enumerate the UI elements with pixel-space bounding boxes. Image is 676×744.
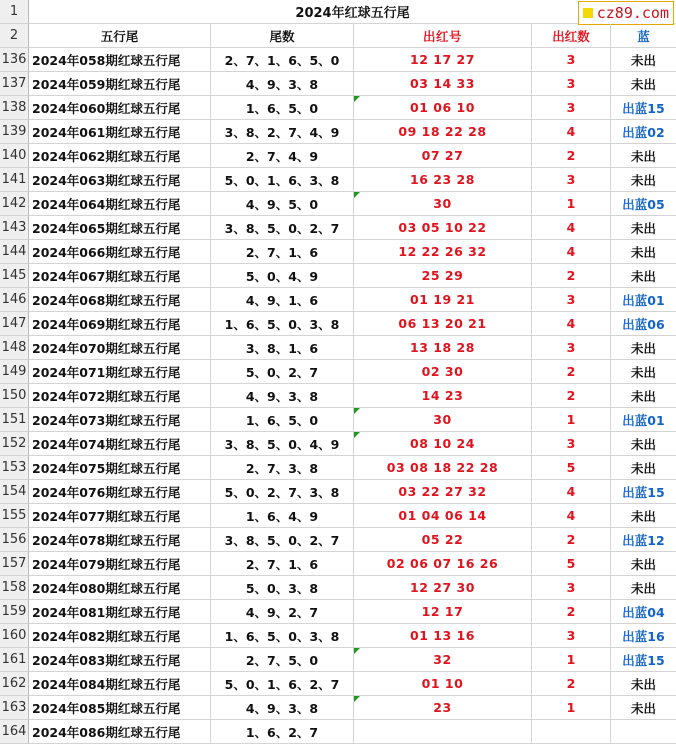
row-header[interactable]: 155 [0,504,29,528]
blue-status-cell[interactable] [611,720,676,744]
blue-status-cell[interactable]: 出蓝04 [611,600,676,624]
red-numbers-cell[interactable]: 12 17 27 [354,48,532,72]
row-header[interactable]: 142 [0,192,29,216]
issue-cell[interactable]: 2024年085期红球五行尾 [29,696,211,720]
red-count-cell[interactable]: 2 [532,384,611,408]
table-row [0,240,676,264]
table-row [0,336,676,360]
red-count-cell[interactable]: 4 [532,504,611,528]
issue-cell[interactable]: 2024年069期红球五行尾 [29,312,211,336]
tails-cell[interactable]: 2、7、1、6 [211,240,354,264]
table-row [0,672,676,696]
table-row [0,432,676,456]
red-count-cell[interactable]: 1 [532,648,611,672]
comment-flag-icon [354,408,360,414]
tails-cell[interactable]: 5、0、2、7 [211,360,354,384]
logo-square-icon [583,8,593,18]
table-row [0,552,676,576]
red-count-cell[interactable]: 3 [532,72,611,96]
row-header[interactable]: 136 [0,48,29,72]
issue-cell[interactable]: 2024年086期红球五行尾 [29,720,211,744]
blue-status-cell[interactable]: 未出 [611,552,676,576]
red-numbers-cell[interactable]: 12 27 30 [354,576,532,600]
red-count-cell[interactable]: 4 [532,240,611,264]
row-header[interactable]: 146 [0,288,29,312]
tails-cell[interactable]: 3、8、5、0、4、9 [211,432,354,456]
red-count-cell[interactable]: 4 [532,216,611,240]
row-header[interactable]: 150 [0,384,29,408]
site-logo [578,1,674,25]
blue-status-cell[interactable]: 出蓝01 [611,288,676,312]
row-header[interactable]: 151 [0,408,29,432]
red-numbers-text: 08 10 24 [410,436,475,451]
tails-cell[interactable]: 1、6、5、0 [211,408,354,432]
blue-status-cell[interactable]: 出蓝05 [611,192,676,216]
red-numbers-cell[interactable]: 01 10 [354,672,532,696]
issue-cell[interactable]: 2024年079期红球五行尾 [29,552,211,576]
red-count-cell[interactable]: 2 [532,528,611,552]
blue-status-cell[interactable]: 出蓝15 [611,96,676,120]
red-count-cell[interactable]: 4 [532,480,611,504]
row-header[interactable]: 139 [0,120,29,144]
tails-cell[interactable]: 5、0、1、6、2、7 [211,672,354,696]
table-row [0,72,676,96]
red-numbers-cell[interactable]: 03 05 10 22 [354,216,532,240]
row-header[interactable]: 141 [0,168,29,192]
blue-status-cell[interactable]: 未出 [611,432,676,456]
issue-cell[interactable]: 2024年074期红球五行尾 [29,432,211,456]
title-row [0,0,676,24]
header-row [0,24,676,48]
issue-cell[interactable]: 2024年068期红球五行尾 [29,288,211,312]
issue-cell[interactable]: 2024年078期红球五行尾 [29,528,211,552]
red-numbers-cell[interactable]: 03 22 27 32 [354,480,532,504]
tails-cell[interactable]: 4、9、5、0 [211,192,354,216]
red-count-cell[interactable]: 2 [532,360,611,384]
issue-cell[interactable]: 2024年062期红球五行尾 [29,144,211,168]
red-numbers-cell[interactable] [354,192,532,216]
red-count-cell[interactable]: 2 [532,672,611,696]
red-count-cell[interactable]: 2 [532,600,611,624]
table-row [0,288,676,312]
blue-status-cell[interactable]: 未出 [611,696,676,720]
tails-cell[interactable]: 3、8、2、7、4、9 [211,120,354,144]
red-count-cell[interactable]: 3 [532,168,611,192]
table-row [0,600,676,624]
blue-status-cell[interactable]: 未出 [611,384,676,408]
row-header[interactable]: 137 [0,72,29,96]
issue-cell[interactable]: 2024年066期红球五行尾 [29,240,211,264]
tails-cell[interactable]: 4、9、3、8 [211,384,354,408]
tails-cell[interactable]: 2、7、1、6 [211,552,354,576]
issue-cell[interactable]: 2024年083期红球五行尾 [29,648,211,672]
row-header[interactable]: 143 [0,216,29,240]
blue-status-cell[interactable]: 未出 [611,360,676,384]
row-header[interactable]: 162 [0,672,29,696]
red-count-cell[interactable]: 3 [532,624,611,648]
red-count-cell[interactable]: 1 [532,696,611,720]
red-numbers-cell[interactable] [354,696,532,720]
column-header-tails[interactable]: 尾数 [211,24,354,48]
row-header[interactable]: 144 [0,240,29,264]
row-header[interactable]: 147 [0,312,29,336]
tails-cell[interactable]: 1、6、5、0 [211,96,354,120]
row-header[interactable]: 160 [0,624,29,648]
table-row [0,96,676,120]
table-row [0,144,676,168]
blue-status-cell[interactable]: 出蓝06 [611,312,676,336]
issue-cell[interactable]: 2024年072期红球五行尾 [29,384,211,408]
row-header[interactable]: 154 [0,480,29,504]
table-row [0,528,676,552]
red-numbers-cell[interactable]: 13 18 28 [354,336,532,360]
red-numbers-cell[interactable] [354,96,532,120]
blue-status-cell[interactable]: 出蓝02 [611,120,676,144]
red-count-cell[interactable]: 3 [532,432,611,456]
tails-cell[interactable]: 3、8、5、0、2、7 [211,216,354,240]
comment-flag-icon [354,96,360,102]
issue-cell[interactable]: 2024年081期红球五行尾 [29,600,211,624]
red-numbers-cell[interactable]: 01 19 21 [354,288,532,312]
table-row [0,624,676,648]
issue-cell[interactable]: 2024年075期红球五行尾 [29,456,211,480]
table-row [0,384,676,408]
red-numbers-cell[interactable]: 02 30 [354,360,532,384]
column-header-red[interactable]: 出红号 [354,24,532,48]
tails-cell[interactable]: 4、9、3、8 [211,72,354,96]
table-row [0,168,676,192]
blue-status-cell[interactable]: 出蓝12 [611,528,676,552]
blue-status-cell[interactable]: 未出 [611,48,676,72]
red-numbers-cell[interactable] [354,648,532,672]
blue-status-cell[interactable]: 未出 [611,504,676,528]
red-count-cell[interactable]: 3 [532,576,611,600]
tails-cell[interactable]: 1、6、2、7 [211,720,354,744]
red-numbers-cell[interactable]: 12 22 26 32 [354,240,532,264]
blue-status-cell[interactable]: 出蓝01 [611,408,676,432]
red-numbers-cell[interactable]: 05 22 [354,528,532,552]
issue-cell[interactable]: 2024年070期红球五行尾 [29,336,211,360]
issue-cell[interactable]: 2024年064期红球五行尾 [29,192,211,216]
table-row [0,480,676,504]
tails-cell[interactable]: 5、0、1、6、3、8 [211,168,354,192]
tails-cell[interactable]: 5、0、2、7、3、8 [211,480,354,504]
red-count-cell[interactable]: 3 [532,288,611,312]
tails-cell[interactable]: 2、7、3、8 [211,456,354,480]
issue-cell[interactable]: 2024年076期红球五行尾 [29,480,211,504]
row-header[interactable]: 159 [0,600,29,624]
table-row [0,408,676,432]
blue-status-cell[interactable]: 未出 [611,336,676,360]
row-header[interactable]: 140 [0,144,29,168]
blue-status-cell[interactable]: 未出 [611,144,676,168]
table-row [0,696,676,720]
blue-status-cell[interactable]: 出蓝16 [611,624,676,648]
tails-cell[interactable]: 5、0、4、9 [211,264,354,288]
comment-flag-icon [354,432,360,438]
red-count-cell[interactable]: 2 [532,264,611,288]
row-header[interactable]: 153 [0,456,29,480]
red-numbers-text: 32 [433,652,452,667]
red-numbers-text: 30 [433,196,452,211]
blue-status-cell[interactable]: 出蓝15 [611,480,676,504]
tails-cell[interactable]: 4、9、3、8 [211,696,354,720]
red-numbers-text: 23 [433,700,452,715]
blue-status-cell[interactable]: 未出 [611,240,676,264]
issue-cell[interactable]: 2024年073期红球五行尾 [29,408,211,432]
red-numbers-cell[interactable]: 12 17 [354,600,532,624]
tails-cell[interactable]: 2、7、4、9 [211,144,354,168]
blue-status-cell[interactable]: 未出 [611,216,676,240]
blue-status-cell[interactable]: 未出 [611,576,676,600]
tails-cell[interactable]: 4、9、1、6 [211,288,354,312]
issue-cell[interactable]: 2024年065期红球五行尾 [29,216,211,240]
logo-text: cz89.com [596,4,669,22]
row-header[interactable]: 145 [0,264,29,288]
table-row [0,360,676,384]
issue-cell[interactable]: 2024年084期红球五行尾 [29,672,211,696]
red-count-cell[interactable] [532,720,611,744]
row-header[interactable]: 164 [0,720,29,744]
row-header[interactable]: 148 [0,336,29,360]
table-row [0,120,676,144]
red-numbers-cell[interactable]: 09 18 22 28 [354,120,532,144]
blue-status-cell[interactable]: 未出 [611,72,676,96]
red-numbers-cell[interactable]: 03 14 33 [354,72,532,96]
row-header[interactable]: 2 [0,24,29,48]
red-numbers-cell[interactable] [354,408,532,432]
row-header[interactable]: 158 [0,576,29,600]
table-row [0,504,676,528]
red-numbers-cell[interactable] [354,720,532,744]
red-count-cell[interactable]: 3 [532,48,611,72]
red-numbers-cell[interactable]: 16 23 28 [354,168,532,192]
table-row [0,312,676,336]
issue-cell[interactable]: 2024年067期红球五行尾 [29,264,211,288]
issue-cell[interactable]: 2024年058期红球五行尾 [29,48,211,72]
table-row [0,456,676,480]
row-header[interactable]: 156 [0,528,29,552]
tails-cell[interactable]: 1、6、5、0、3、8 [211,624,354,648]
table-row [0,648,676,672]
red-numbers-text: 30 [433,412,452,427]
column-header-blue[interactable]: 蓝 [611,24,676,48]
tails-cell[interactable]: 2、7、1、6、5、0 [211,48,354,72]
comment-flag-icon [354,648,360,654]
issue-cell[interactable]: 2024年071期红球五行尾 [29,360,211,384]
table-row [0,192,676,216]
tails-cell[interactable]: 1、6、4、9 [211,504,354,528]
table-row [0,720,676,744]
red-count-cell[interactable]: 2 [532,144,611,168]
column-header-issue[interactable]: 五行尾 [29,24,211,48]
blue-status-cell[interactable]: 出蓝15 [611,648,676,672]
row-header[interactable]: 138 [0,96,29,120]
row-header[interactable]: 163 [0,696,29,720]
issue-cell[interactable]: 2024年061期红球五行尾 [29,120,211,144]
row-header[interactable]: 161 [0,648,29,672]
issue-cell[interactable]: 2024年059期红球五行尾 [29,72,211,96]
sheet-title[interactable]: 2024年红球五行尾 [29,0,676,24]
table-row [0,216,676,240]
table-row [0,264,676,288]
red-numbers-cell[interactable]: 01 13 16 [354,624,532,648]
red-numbers-text: 01 06 10 [410,100,475,115]
red-numbers-cell[interactable]: 03 08 18 22 28 [354,456,532,480]
red-numbers-cell[interactable]: 02 06 07 16 26 [354,552,532,576]
row-header[interactable]: 157 [0,552,29,576]
comment-flag-icon [354,696,360,702]
issue-cell[interactable]: 2024年060期红球五行尾 [29,96,211,120]
blue-status-cell[interactable]: 未出 [611,456,676,480]
row-header[interactable]: 152 [0,432,29,456]
red-numbers-cell[interactable]: 07 27 [354,144,532,168]
table-row [0,576,676,600]
red-numbers-cell[interactable]: 14 23 [354,384,532,408]
red-count-cell[interactable]: 5 [532,552,611,576]
issue-cell[interactable]: 2024年080期红球五行尾 [29,576,211,600]
tails-cell[interactable]: 1、6、5、0、3、8 [211,312,354,336]
blue-status-cell[interactable]: 未出 [611,264,676,288]
issue-cell[interactable]: 2024年082期红球五行尾 [29,624,211,648]
red-count-cell[interactable]: 5 [532,456,611,480]
table-row [0,48,676,72]
red-count-cell[interactable]: 1 [532,408,611,432]
row-header[interactable]: 1 [0,0,29,24]
red-numbers-cell[interactable]: 06 13 20 21 [354,312,532,336]
tails-cell[interactable]: 4、9、2、7 [211,600,354,624]
red-count-cell[interactable]: 4 [532,120,611,144]
red-count-cell[interactable]: 3 [532,336,611,360]
blue-status-cell[interactable]: 未出 [611,168,676,192]
tails-cell[interactable]: 2、7、5、0 [211,648,354,672]
row-header[interactable]: 149 [0,360,29,384]
red-count-cell[interactable]: 3 [532,96,611,120]
red-numbers-cell[interactable]: 01 04 06 14 [354,504,532,528]
tails-cell[interactable]: 3、8、1、6 [211,336,354,360]
red-numbers-cell[interactable] [354,432,532,456]
column-header-count[interactable]: 出红数 [532,24,611,48]
red-numbers-cell[interactable]: 25 29 [354,264,532,288]
issue-cell[interactable]: 2024年077期红球五行尾 [29,504,211,528]
red-count-cell[interactable]: 4 [532,312,611,336]
comment-flag-icon [354,192,360,198]
red-count-cell[interactable]: 1 [532,192,611,216]
tails-cell[interactable]: 5、0、3、8 [211,576,354,600]
blue-status-cell[interactable]: 未出 [611,672,676,696]
issue-cell[interactable]: 2024年063期红球五行尾 [29,168,211,192]
tails-cell[interactable]: 3、8、5、0、2、7 [211,528,354,552]
